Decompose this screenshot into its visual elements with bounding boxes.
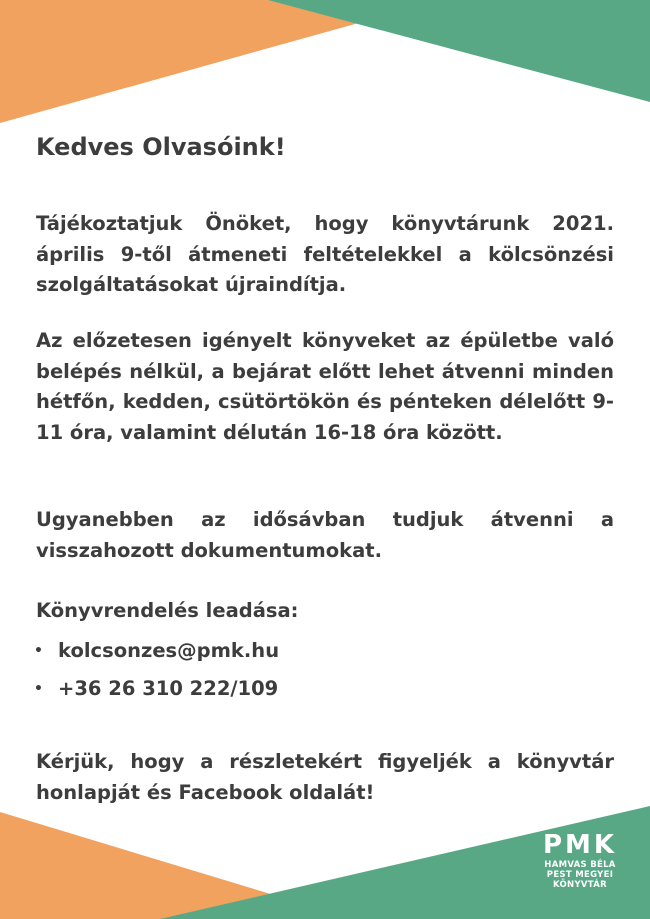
- contact-email[interactable]: kolcsonzes@pmk.hu: [58, 639, 280, 662]
- library-logo: [530, 830, 630, 910]
- logo-line-2: PEST MEGYEI: [546, 870, 614, 880]
- pickup-paragraph: Az előzetesen igényelt könyveket az épületbe való belépés nélkül, a bejárat előtt lehet átvenni minden hétfőn, kedden, csütörtökön és pénteken délelőtt 9-11 óra, valamint délután 16-18 óra között.: [36, 329, 614, 444]
- order-section-title: Könyvrendelés leadása:: [36, 599, 299, 622]
- contact-phone[interactable]: +36 26 310 222/109: [58, 677, 279, 700]
- contact-email-item: [36, 636, 336, 666]
- reopening-paragraph: Tájékoztatjuk Önöket, hogy könyvtárunk 2021. április 9-től átmeneti feltételekkel a kölcsönzési szolgáltatásokat újraindítja.: [36, 212, 614, 296]
- contact-phone-item: [36, 674, 336, 704]
- bullet-icon: •: [34, 643, 43, 659]
- closing-paragraph: Kérjük, hogy a részletekért figyeljék a könyvtár honlapját és Facebook oldalát!: [36, 750, 614, 804]
- bullet-icon: •: [34, 681, 43, 697]
- logo-line-3: KÖNYVTÁR: [553, 880, 607, 890]
- logo-mark: PMK: [542, 830, 618, 860]
- returns-paragraph: Ugyanebben az idősávban tudjuk átvenni a visszahozott dokumentumokat.: [36, 508, 614, 562]
- logo-line-1: HAMVAS BÉLA: [544, 860, 616, 870]
- greeting-heading: Kedves Olvasóink!: [36, 133, 286, 161]
